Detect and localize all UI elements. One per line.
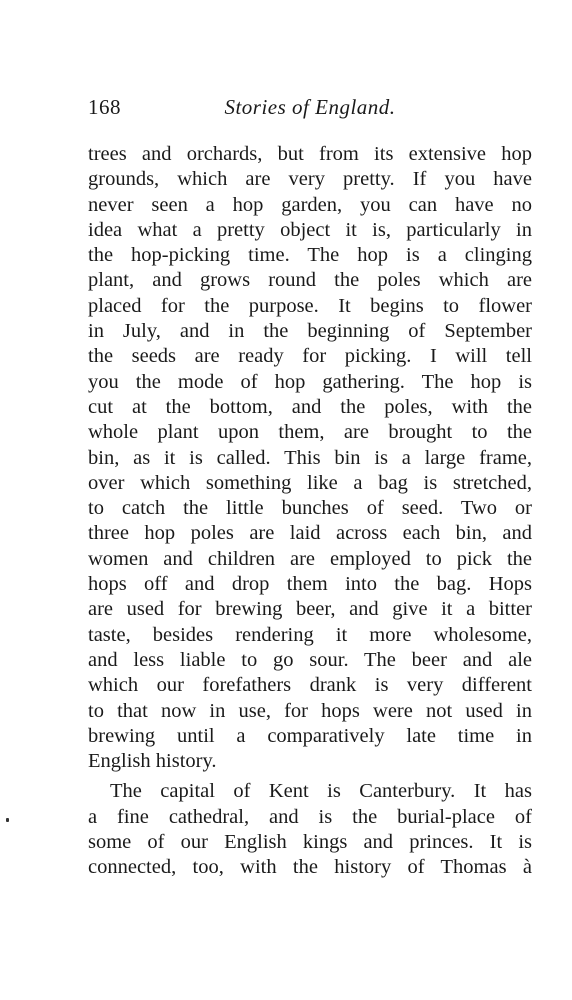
text-line: three hop poles are laid across each bin, and [88, 522, 532, 545]
text-line: over which something like a bag is stretched, [88, 471, 532, 494]
text-line: you the mode of hop gathering. The hop is [88, 370, 532, 393]
text-line: connected, too, with the history of Thomas à [88, 856, 532, 879]
paragraph [88, 779, 532, 880]
text-line: and less liable to go sour. The beer and ale [88, 648, 532, 671]
body-text [88, 142, 532, 881]
text-line: English history. [88, 750, 217, 773]
text-line: women and children are employed to pick the [88, 547, 532, 570]
text-line: cut at the bottom, and the poles, with the [88, 395, 532, 418]
text-line: The capital of Kent is Canterbury. It has [110, 780, 532, 803]
text-line: some of our English kings and princes. It is [88, 831, 532, 854]
text-line: bin, as it is called. This bin is a large frame, [88, 446, 532, 469]
running-title: Stories of England. [224, 95, 396, 119]
page-number: 168 [88, 95, 121, 119]
paragraph [88, 142, 532, 774]
text-line: trees and orchards, but from its extensive hop [88, 143, 532, 165]
text-line: brewing until a comparatively late time in [88, 724, 532, 747]
text-line: to catch the little bunches of seed. Two or [88, 497, 532, 520]
text-line: in July, and in the beginning of September [88, 320, 532, 343]
text-line: hops off and drop them into the bag. Hops [88, 573, 532, 596]
text-line: plant, and grows round the poles which are [88, 269, 532, 292]
text-line: a fine cathedral, and is the burial-place of [88, 805, 532, 828]
text-line: the hop-picking time. The hop is a clinging [88, 244, 532, 267]
page-header [88, 95, 532, 125]
margin-speck [6, 818, 9, 822]
text-line: idea what a pretty object it is, particularly in [88, 218, 532, 241]
text-line: the seeds are ready for picking. I will tell [88, 345, 532, 368]
text-line: never seen a hop garden, you can have no [88, 193, 532, 216]
text-line: to that now in use, for hops were not used in [88, 699, 532, 722]
text-line: grounds, which are very pretty. If you have [88, 168, 532, 191]
text-line: which our forefathers drank is very different [88, 674, 532, 697]
text-line: are used for brewing beer, and give it a bitter [88, 598, 532, 621]
text-line: placed for the purpose. It begins to flower [88, 294, 532, 317]
text-line: whole plant upon them, are brought to the [88, 421, 532, 444]
text-line: taste, besides rendering it more wholesome, [88, 623, 532, 646]
